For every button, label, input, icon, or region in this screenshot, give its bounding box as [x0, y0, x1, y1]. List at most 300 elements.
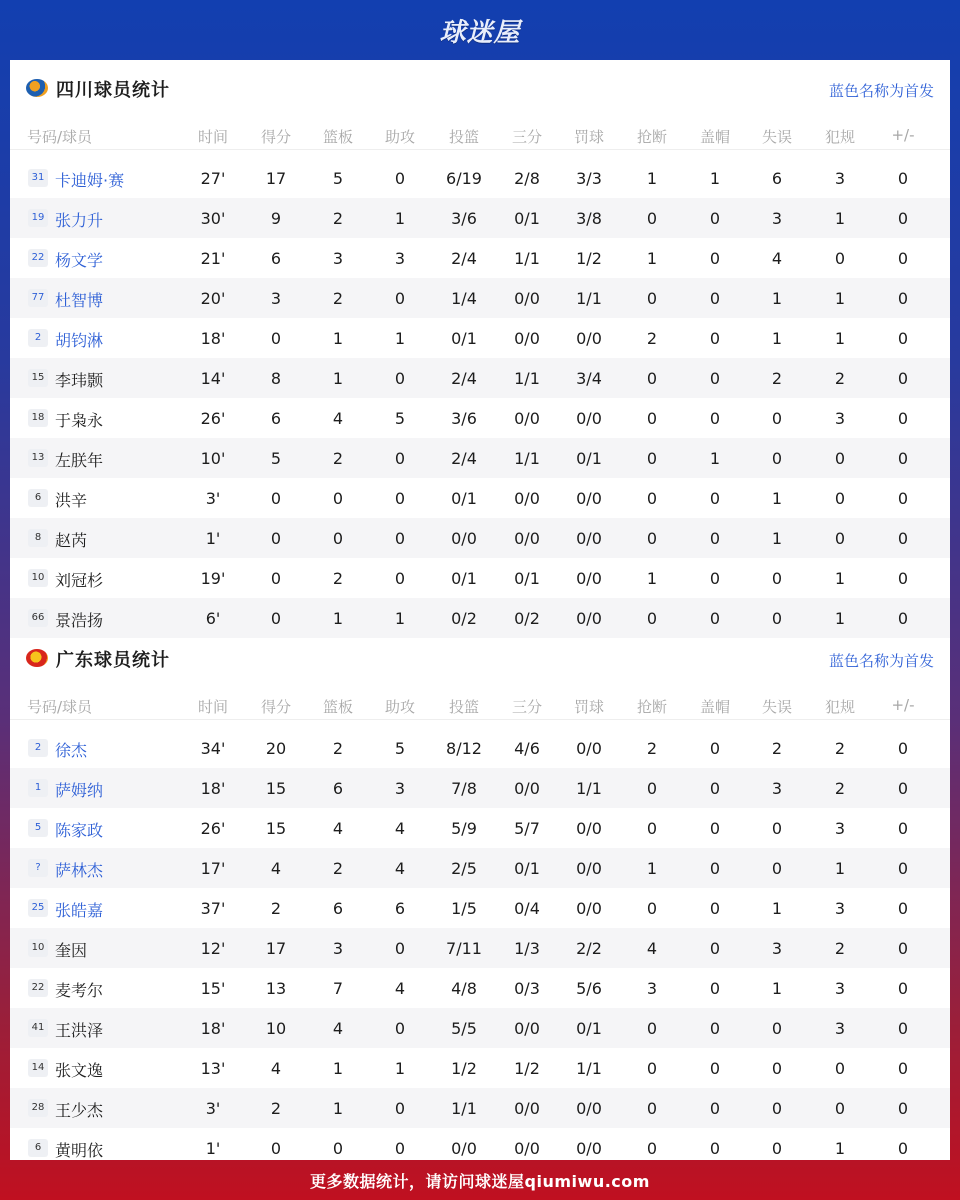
stat-plusminus: 0 [897, 329, 909, 348]
jersey-number-badge: 10 [28, 939, 48, 957]
stat-plusminus: 0 [897, 939, 909, 958]
stat-three: 4/6 [514, 739, 540, 758]
column-header-time: 时间 [197, 128, 228, 146]
player-row[interactable] [10, 278, 950, 318]
player-name-link[interactable]: 杨文学 [55, 251, 104, 270]
stat-ast: 0 [394, 939, 406, 958]
stat-ast: 0 [394, 289, 406, 308]
stat-pf: 0 [834, 449, 846, 468]
stat-stl: 0 [646, 899, 658, 918]
player-name-link[interactable]: 萨林杰 [55, 861, 104, 880]
stat-tov: 3 [771, 209, 783, 228]
stat-ast: 4 [394, 819, 406, 838]
stat-blk: 0 [709, 609, 721, 628]
stat-stl: 0 [646, 489, 658, 508]
stat-blk: 0 [709, 779, 721, 798]
stat-ast: 3 [394, 249, 406, 268]
stat-ft: 0/0 [576, 739, 602, 758]
player-name-link[interactable]: 王少杰 [55, 1101, 104, 1120]
stat-reb: 2 [332, 449, 344, 468]
stat-reb: 0 [332, 489, 344, 508]
stat-three: 0/0 [514, 1139, 540, 1158]
stat-reb: 4 [332, 409, 344, 428]
stat-fg: 3/6 [451, 409, 477, 428]
stat-reb: 0 [332, 529, 344, 548]
player-name-link[interactable]: 奎因 [55, 941, 88, 960]
stat-fg: 7/11 [446, 939, 482, 958]
stat-ast: 0 [394, 369, 406, 388]
player-name-link[interactable]: 张皓嘉 [55, 901, 104, 920]
player-row[interactable] [10, 558, 950, 598]
stat-tov: 0 [771, 819, 783, 838]
player-name-link[interactable]: 于枭永 [55, 411, 104, 430]
stat-ast: 1 [394, 209, 406, 228]
stat-time: 26' [200, 819, 226, 838]
player-row[interactable] [10, 848, 950, 888]
stat-three: 0/1 [514, 209, 540, 228]
stat-tov: 6 [771, 169, 783, 188]
stat-pts: 6 [270, 249, 282, 268]
stat-fg: 5/9 [451, 819, 477, 838]
stat-stl: 0 [646, 529, 658, 548]
stat-pf: 3 [834, 979, 846, 998]
jersey-number-badge: 10 [28, 569, 48, 587]
column-header-stl: 抢断 [636, 128, 667, 146]
jersey-number-badge: 8 [28, 529, 48, 547]
stat-tov: 2 [771, 739, 783, 758]
stat-pts: 0 [270, 529, 282, 548]
column-header-blk: 盖帽 [699, 128, 730, 146]
stat-pts: 0 [270, 489, 282, 508]
player-row[interactable] [10, 198, 950, 238]
stat-ft: 0/0 [576, 489, 602, 508]
stat-plusminus: 0 [897, 409, 909, 428]
stat-time: 18' [200, 1019, 226, 1038]
jersey-number-badge: 2 [28, 329, 48, 347]
stat-stl: 1 [646, 249, 658, 268]
stat-blk: 0 [709, 1099, 721, 1118]
stat-stl: 0 [646, 1139, 658, 1158]
stat-tov: 1 [771, 529, 783, 548]
stat-pf: 1 [834, 859, 846, 878]
stat-tov: 1 [771, 289, 783, 308]
stat-plusminus: 0 [897, 1019, 909, 1038]
stat-reb: 2 [332, 209, 344, 228]
stat-stl: 0 [646, 1099, 658, 1118]
stat-ft: 0/0 [576, 1139, 602, 1158]
stat-time: 20' [200, 289, 226, 308]
stat-pts: 4 [270, 1059, 282, 1078]
player-row[interactable] [10, 238, 950, 278]
stat-time: 30' [200, 209, 226, 228]
player-name-link[interactable]: 张文逸 [55, 1061, 104, 1080]
player-row[interactable] [10, 358, 950, 398]
stat-reb: 0 [332, 1139, 344, 1158]
stat-reb: 6 [332, 899, 344, 918]
stat-pts: 4 [270, 859, 282, 878]
stat-reb: 7 [332, 979, 344, 998]
stat-tov: 4 [771, 249, 783, 268]
jersey-number-badge: 5 [28, 819, 48, 837]
stat-three: 0/0 [514, 289, 540, 308]
stat-pts: 15 [265, 779, 287, 798]
player-name-link[interactable]: 王洪泽 [55, 1021, 104, 1040]
stat-blk: 0 [709, 979, 721, 998]
stat-stl: 0 [646, 209, 658, 228]
stat-tov: 1 [771, 489, 783, 508]
player-name-link[interactable]: 陈家政 [55, 821, 104, 840]
stat-time: 6' [205, 609, 221, 628]
player-row[interactable] [10, 1008, 950, 1048]
stat-blk: 0 [709, 1059, 721, 1078]
stat-blk: 0 [709, 1019, 721, 1038]
stat-time: 14' [200, 369, 226, 388]
stat-plusminus: 0 [897, 249, 909, 268]
stat-blk: 0 [709, 529, 721, 548]
stat-pf: 2 [834, 779, 846, 798]
team-title: 四川球员统计 [56, 80, 170, 101]
stat-time: 18' [200, 779, 226, 798]
stat-three: 0/1 [514, 569, 540, 588]
player-name-link[interactable]: 景浩扬 [55, 611, 104, 630]
stat-blk: 0 [709, 899, 721, 918]
stat-tov: 0 [771, 859, 783, 878]
stat-reb: 1 [332, 609, 344, 628]
stat-pf: 0 [834, 489, 846, 508]
stat-ast: 3 [394, 779, 406, 798]
stat-fg: 0/1 [451, 569, 477, 588]
player-name-link[interactable]: 胡钧淋 [55, 331, 104, 350]
player-name-link[interactable]: 徐杰 [55, 741, 88, 760]
stat-plusminus: 0 [897, 209, 909, 228]
jersey-number-badge: 13 [28, 449, 48, 467]
player-row[interactable] [10, 518, 950, 558]
stat-ft: 1/2 [576, 249, 602, 268]
stat-blk: 0 [709, 489, 721, 508]
stat-tov: 0 [771, 569, 783, 588]
stat-ft: 0/0 [576, 899, 602, 918]
jersey-number-badge: 6 [28, 489, 48, 507]
player-row[interactable] [10, 1048, 950, 1088]
stat-ast: 4 [394, 979, 406, 998]
footer-text[interactable]: 更多数据统计，请访问球迷屋qiumiwu.com [310, 1171, 650, 1191]
player-name-link[interactable]: 张力升 [55, 211, 104, 230]
stat-blk: 0 [709, 739, 721, 758]
player-row[interactable] [10, 158, 950, 198]
stat-plusminus: 0 [897, 1099, 909, 1118]
stat-pts: 0 [270, 1139, 282, 1158]
stat-fg: 0/1 [451, 489, 477, 508]
stat-pf: 0 [834, 529, 846, 548]
column-header-pts: 得分 [260, 128, 291, 146]
stat-blk: 0 [709, 409, 721, 428]
stat-pts: 17 [265, 939, 287, 958]
stat-three: 0/0 [514, 779, 540, 798]
player-row[interactable] [10, 768, 950, 808]
stat-ast: 0 [394, 449, 406, 468]
column-header-reb: 篮板 [322, 128, 353, 146]
jersey-number-badge: ? [28, 859, 48, 877]
stat-fg: 1/4 [451, 289, 477, 308]
stat-plusminus: 0 [897, 779, 909, 798]
stat-ft: 0/0 [576, 409, 602, 428]
player-name-link[interactable]: 萨姆纳 [55, 781, 104, 800]
stat-ft: 0/1 [576, 449, 602, 468]
stat-time: 15' [200, 979, 226, 998]
stat-stl: 1 [646, 569, 658, 588]
player-name-link[interactable]: 卡迪姆·赛 [55, 171, 125, 190]
stat-tov: 1 [771, 899, 783, 918]
stat-pts: 8 [270, 369, 282, 388]
stat-plusminus: 0 [897, 739, 909, 758]
column-header-blk: 盖帽 [699, 698, 730, 716]
column-header-ast: 助攻 [384, 698, 415, 716]
stat-time: 34' [200, 739, 226, 758]
stat-three: 1/1 [514, 369, 540, 388]
player-name-link[interactable]: 李玮颢 [55, 371, 104, 390]
stat-tov: 1 [771, 979, 783, 998]
player-row[interactable] [10, 808, 950, 848]
player-name-link[interactable]: 洪辛 [55, 491, 88, 510]
stat-plusminus: 0 [897, 859, 909, 878]
column-header-pf: 犯规 [824, 698, 855, 716]
stat-fg: 7/8 [451, 779, 477, 798]
stat-time: 1' [205, 529, 221, 548]
column-header-row [10, 688, 950, 720]
stat-plusminus: 0 [897, 529, 909, 548]
starter-legend-note: 蓝色名称为首发 [828, 82, 934, 100]
stat-ast: 0 [394, 169, 406, 188]
stat-ft: 3/8 [576, 209, 602, 228]
player-name-link[interactable]: 杜智博 [55, 291, 104, 310]
stat-plusminus: 0 [897, 979, 909, 998]
stat-tov: 0 [771, 1099, 783, 1118]
stat-three: 1/1 [514, 449, 540, 468]
stat-ft: 0/0 [576, 569, 602, 588]
stat-blk: 0 [709, 369, 721, 388]
jersey-number-badge: 1 [28, 779, 48, 797]
stat-ft: 3/3 [576, 169, 602, 188]
guangdong-team-logo-icon [26, 649, 48, 667]
stat-fg: 0/0 [451, 529, 477, 548]
jersey-number-badge: 66 [28, 609, 48, 627]
stat-ast: 1 [394, 329, 406, 348]
stat-stl: 1 [646, 859, 658, 878]
player-name-link[interactable]: 麦考尔 [55, 981, 104, 1000]
stat-fg: 1/5 [451, 899, 477, 918]
stat-ast: 4 [394, 859, 406, 878]
stat-reb: 2 [332, 859, 344, 878]
stat-pts: 9 [270, 209, 282, 228]
stat-fg: 1/2 [451, 1059, 477, 1078]
stat-reb: 6 [332, 779, 344, 798]
column-header-three: 三分 [511, 128, 542, 146]
brand-logo: 球迷屋 [439, 17, 521, 48]
stat-pf: 1 [834, 569, 846, 588]
stat-fg: 3/6 [451, 209, 477, 228]
stat-fg: 8/12 [446, 739, 482, 758]
stat-time: 37' [200, 899, 226, 918]
stat-stl: 0 [646, 609, 658, 628]
stat-fg: 0/2 [451, 609, 477, 628]
stat-pts: 0 [270, 569, 282, 588]
stat-ast: 0 [394, 529, 406, 548]
stat-reb: 2 [332, 289, 344, 308]
stat-ft: 0/0 [576, 329, 602, 348]
stat-ft: 5/6 [576, 979, 602, 998]
stat-stl: 0 [646, 1059, 658, 1078]
stat-reb: 1 [332, 369, 344, 388]
player-name-link[interactable]: 左朕年 [55, 451, 104, 470]
column-header-stl: 抢断 [636, 698, 667, 716]
stat-tov: 3 [771, 939, 783, 958]
stat-pf: 1 [834, 329, 846, 348]
stat-time: 12' [200, 939, 226, 958]
stat-pf: 1 [834, 289, 846, 308]
stat-plusminus: 0 [897, 449, 909, 468]
jersey-number-badge: 22 [28, 249, 48, 267]
stat-plusminus: 0 [897, 819, 909, 838]
column-header-plusminus: +/- [891, 126, 915, 144]
stat-plusminus: 0 [897, 609, 909, 628]
stat-ft: 0/0 [576, 819, 602, 838]
team-section-header [10, 630, 950, 688]
stat-plusminus: 0 [897, 1139, 909, 1158]
stat-blk: 0 [709, 329, 721, 348]
jersey-number-badge: 6 [28, 1139, 48, 1157]
team-title: 广东球员统计 [56, 650, 170, 671]
stat-blk: 1 [709, 169, 721, 188]
stat-three: 0/0 [514, 1099, 540, 1118]
brand-header [0, 0, 960, 60]
jersey-number-badge: 22 [28, 979, 48, 997]
stat-fg: 4/8 [451, 979, 477, 998]
stat-pf: 3 [834, 819, 846, 838]
stat-plusminus: 0 [897, 899, 909, 918]
stat-plusminus: 0 [897, 369, 909, 388]
stat-pts: 10 [265, 1019, 287, 1038]
stat-fg: 5/5 [451, 1019, 477, 1038]
column-header-plusminus: +/- [891, 696, 915, 714]
jersey-number-badge: 31 [28, 169, 48, 187]
stat-tov: 0 [771, 1059, 783, 1078]
column-header-fg: 投篮 [448, 128, 479, 146]
stat-pts: 3 [270, 289, 282, 308]
column-header-reb: 篮板 [322, 698, 353, 716]
player-name-link[interactable]: 刘冠杉 [55, 571, 104, 590]
player-row[interactable] [10, 968, 950, 1008]
column-header-row [10, 118, 950, 150]
stat-plusminus: 0 [897, 289, 909, 308]
jersey-number-badge: 19 [28, 209, 48, 227]
stat-stl: 0 [646, 369, 658, 388]
stat-blk: 0 [709, 819, 721, 838]
player-row[interactable] [10, 1088, 950, 1128]
stat-ft: 2/2 [576, 939, 602, 958]
player-row[interactable] [10, 478, 950, 518]
stat-fg: 1/1 [451, 1099, 477, 1118]
stat-pts: 15 [265, 819, 287, 838]
stat-pf: 0 [834, 1059, 846, 1078]
stat-stl: 0 [646, 289, 658, 308]
stat-time: 19' [200, 569, 226, 588]
stat-reb: 3 [332, 249, 344, 268]
stat-time: 18' [200, 329, 226, 348]
stat-tov: 0 [771, 1139, 783, 1158]
player-row[interactable] [10, 888, 950, 928]
player-row[interactable] [10, 728, 950, 768]
stat-tov: 3 [771, 779, 783, 798]
player-row[interactable] [10, 438, 950, 478]
column-header-tov: 失误 [761, 128, 792, 146]
stat-time: 3' [205, 489, 221, 508]
stat-blk: 0 [709, 569, 721, 588]
stat-fg: 2/5 [451, 859, 477, 878]
stat-plusminus: 0 [897, 489, 909, 508]
stat-pf: 0 [834, 249, 846, 268]
column-header-player: 号码/球员 [27, 698, 93, 716]
stat-tov: 0 [771, 609, 783, 628]
stat-blk: 0 [709, 939, 721, 958]
stat-three: 0/0 [514, 329, 540, 348]
stat-fg: 6/19 [446, 169, 482, 188]
stat-time: 27' [200, 169, 226, 188]
stat-stl: 0 [646, 779, 658, 798]
stat-ast: 1 [394, 1059, 406, 1078]
stat-pts: 0 [270, 609, 282, 628]
stat-fg: 0/1 [451, 329, 477, 348]
player-name-link[interactable]: 黄明依 [55, 1141, 104, 1160]
column-header-fg: 投篮 [448, 698, 479, 716]
stat-pts: 2 [270, 1099, 282, 1118]
stat-reb: 3 [332, 939, 344, 958]
jersey-number-badge: 18 [28, 409, 48, 427]
stat-stl: 0 [646, 819, 658, 838]
stat-tov: 0 [771, 449, 783, 468]
stat-time: 1' [205, 1139, 221, 1158]
stat-stl: 2 [646, 739, 658, 758]
stat-three: 0/0 [514, 409, 540, 428]
stat-pf: 1 [834, 209, 846, 228]
stat-pf: 2 [834, 739, 846, 758]
stat-reb: 1 [332, 1099, 344, 1118]
stat-ft: 0/0 [576, 609, 602, 628]
player-row[interactable] [10, 398, 950, 438]
stat-ast: 5 [394, 739, 406, 758]
stat-ft: 3/4 [576, 369, 602, 388]
footer-banner[interactable] [0, 1160, 960, 1200]
stat-pf: 2 [834, 369, 846, 388]
stat-reb: 2 [332, 739, 344, 758]
stat-blk: 0 [709, 289, 721, 308]
stat-reb: 1 [332, 329, 344, 348]
stat-three: 0/2 [514, 609, 540, 628]
stat-three: 0/0 [514, 529, 540, 548]
stat-stl: 1 [646, 169, 658, 188]
stat-pts: 2 [270, 899, 282, 918]
stat-ft: 0/0 [576, 529, 602, 548]
sichuan-team-logo-icon [26, 79, 48, 97]
player-name-link[interactable]: 赵芮 [55, 531, 88, 550]
stat-ft: 0/0 [576, 859, 602, 878]
jersey-number-badge: 41 [28, 1019, 48, 1037]
player-row[interactable] [10, 318, 950, 358]
stat-stl: 0 [646, 449, 658, 468]
column-header-ft: 罚球 [573, 698, 604, 716]
column-header-pts: 得分 [260, 698, 291, 716]
jersey-number-badge: 25 [28, 899, 48, 917]
player-row[interactable] [10, 928, 950, 968]
